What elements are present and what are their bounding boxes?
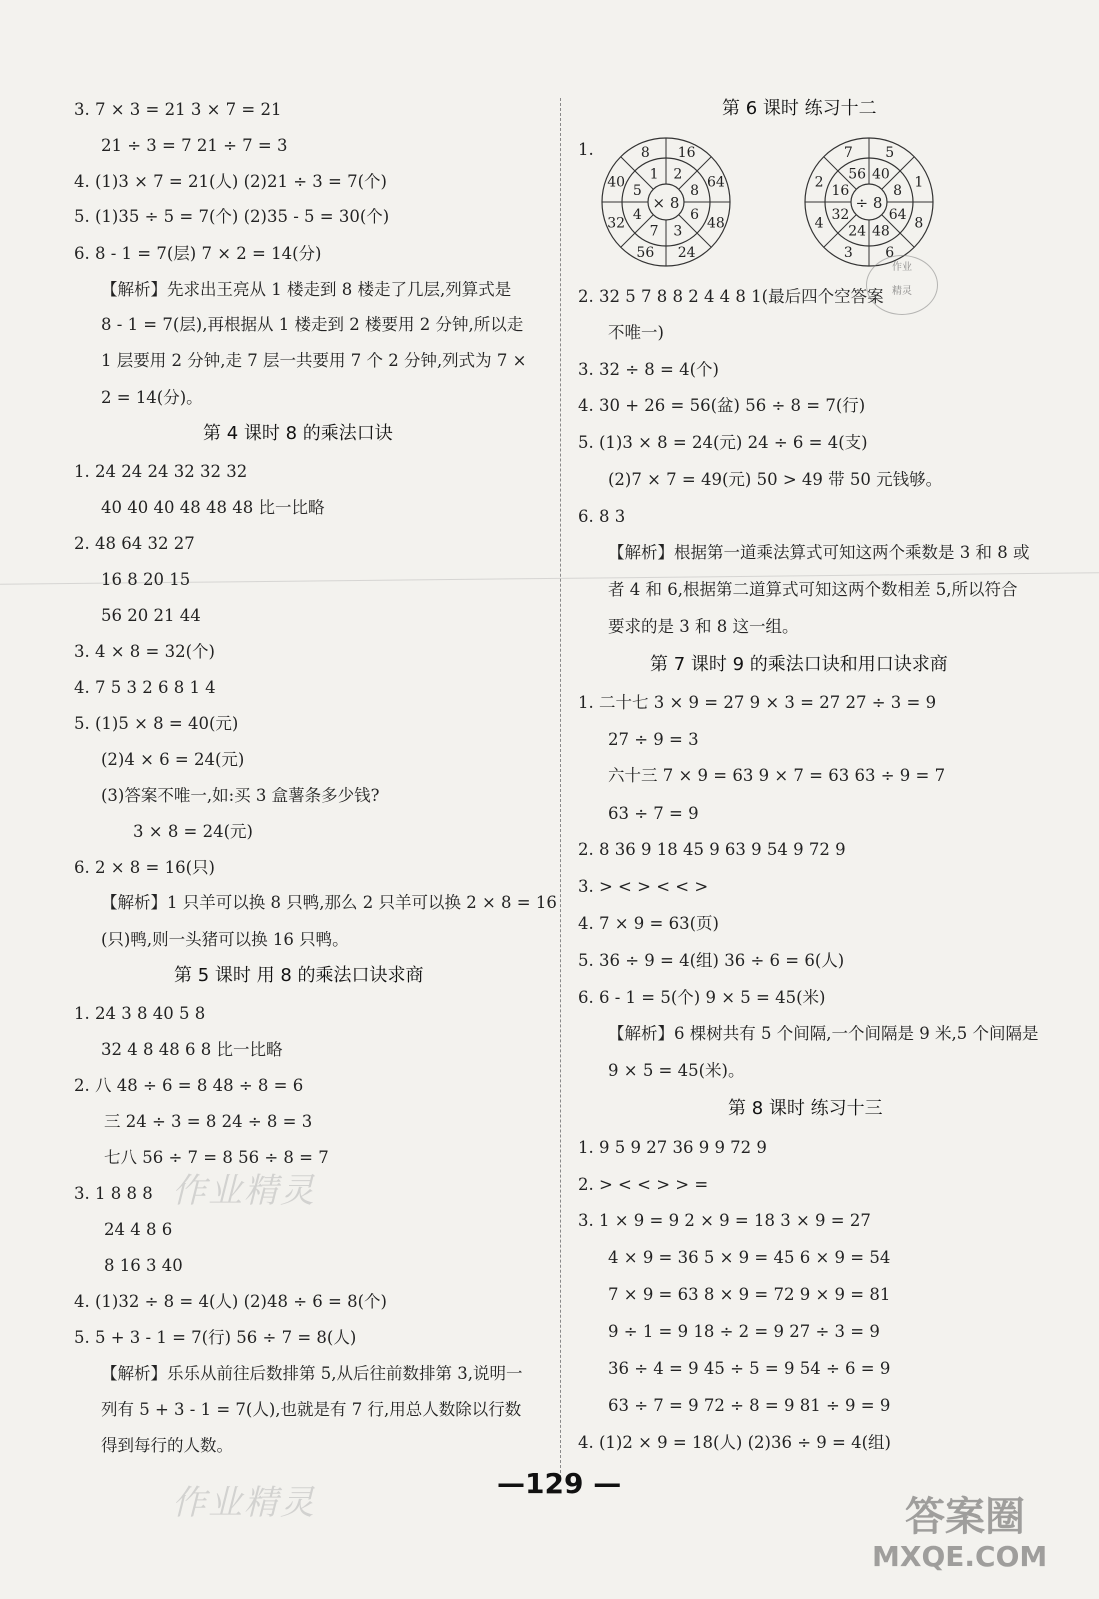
answer-line: 56 20 21 44 <box>101 606 201 625</box>
answer-line: 3. 1 8 8 8 <box>74 1184 153 1203</box>
answer-line: 4. 7 5 3 2 6 8 1 4 <box>74 678 216 697</box>
answer-line: 1. 24 3 8 40 5 8 <box>74 1004 206 1023</box>
explanation-line: 8 - 1 = 7(层),再根据从 1 楼走到 2 楼要用 2 分钟,所以走 <box>101 315 524 334</box>
wheel-inner-number: 64 <box>888 206 907 223</box>
lesson-heading-8: 第 8 课时 练习十三 <box>728 1098 883 1119</box>
multiply-wheel <box>600 136 740 268</box>
answer-line: 4. (1)32 ÷ 8 = 4(人) (2)48 ÷ 6 = 8(个) <box>74 1292 387 1311</box>
answer-line: 63 ÷ 7 = 9 72 ÷ 8 = 9 81 ÷ 9 = 9 <box>608 1396 891 1415</box>
answer-line: 5. (1)5 × 8 = 40(元) <box>74 714 239 733</box>
wheel-outer-number: 5 <box>885 145 895 162</box>
wheel-inner-number: 40 <box>871 166 890 183</box>
answer-line: 9 ÷ 1 = 9 18 ÷ 2 = 9 27 ÷ 3 = 9 <box>608 1322 880 1341</box>
answer-line: (2)4 × 6 = 24(元) <box>101 750 245 769</box>
wheel-inner-number: 4 <box>632 206 642 223</box>
answer-line: 三 24 ÷ 3 = 8 24 ÷ 8 = 3 <box>104 1112 313 1131</box>
wheel-inner-number: 24 <box>848 223 867 240</box>
answer-line: 5. (1)3 × 8 = 24(元) 24 ÷ 6 = 4(支) <box>578 433 868 452</box>
answer-line: 4. (1)2 × 9 = 18(人) (2)36 ÷ 9 = 4(组) <box>578 1433 891 1452</box>
answer-line: 63 ÷ 7 = 9 <box>608 804 699 823</box>
answer-line: 5. 36 ÷ 9 = 4(组) 36 ÷ 6 = 6(人) <box>578 951 845 970</box>
explanation-line: 要求的是 3 和 8 这一组。 <box>608 617 799 636</box>
answer-line: 3 × 8 = 24(元) <box>133 822 253 841</box>
answer-line: 5. 5 + 3 - 1 = 7(行) 56 ÷ 7 = 8(人) <box>74 1328 357 1347</box>
wheel-inner-number: 56 <box>848 166 867 183</box>
wheel-inner-number: 8 <box>893 183 903 200</box>
watermark-text: 作业精灵 <box>172 1483 316 1523</box>
answer-line: 六十三 7 × 9 = 63 9 × 7 = 63 63 ÷ 9 = 7 <box>608 766 946 785</box>
explanation-line: 者 4 和 6,根据第二道算式可知这两个数相差 5,所以符合 <box>608 580 1018 599</box>
wheel-operator: × 8 <box>652 194 680 212</box>
answer-line: 2. > < < > > = <box>578 1175 709 1194</box>
wheel-outer-number: 8 <box>640 145 650 162</box>
answer-line: 1. <box>578 140 594 159</box>
answer-line: 32 4 8 48 6 8 比一比略 <box>101 1040 283 1059</box>
answer-line: 6. 6 - 1 = 5(个) 9 × 5 = 45(米) <box>578 988 826 1007</box>
answer-line: 3. 7 × 3 = 21 3 × 7 = 21 <box>74 100 282 119</box>
wheel-inner-number: 16 <box>831 183 850 200</box>
wheel-inner-number: 6 <box>690 206 700 223</box>
wheel-inner-number: 5 <box>632 183 642 200</box>
answer-line: 4. 7 × 9 = 63(页) <box>578 914 719 933</box>
explanation-line: 【解析】根据第一道乘法算式可知这两个乘数是 3 和 8 或 <box>608 543 1030 562</box>
wheel-outer-number: 40 <box>607 174 626 191</box>
answer-line: 3. 1 × 9 = 9 2 × 9 = 18 3 × 9 = 27 <box>578 1211 871 1230</box>
answer-line: 3. 32 ÷ 8 = 4(个) <box>578 360 719 379</box>
answer-line: 2. 八 48 ÷ 6 = 8 48 ÷ 8 = 6 <box>74 1076 304 1095</box>
answer-line: 27 ÷ 9 = 3 <box>608 730 699 749</box>
wheel-outer-number: 24 <box>677 244 696 261</box>
answer-line: 1. 24 24 24 32 32 32 <box>74 462 248 481</box>
lesson-heading-4: 第 4 课时 8 的乘法口诀 <box>203 423 393 444</box>
answer-line: 不唯一) <box>608 323 664 342</box>
answer-line: (3)答案不唯一,如:买 3 盒薯条多少钱? <box>101 786 380 805</box>
answer-line: 1. 二十七 3 × 9 = 27 9 × 3 = 27 27 ÷ 3 = 9 <box>578 693 937 712</box>
explanation-line: 【解析】先求出王亮从 1 楼走到 8 楼走了几层,列算式是 <box>101 280 512 299</box>
answer-line: (2)7 × 7 = 49(元) 50 > 49 带 50 元钱够。 <box>608 470 943 489</box>
explanation-line: 列有 5 + 3 - 1 = 7(人),也就是有 7 行,用总人数除以行数 <box>101 1400 522 1419</box>
wheel-outer-number: 1 <box>914 174 924 191</box>
watermark-stamp: 作业 精灵 <box>866 255 938 315</box>
wheel-inner-number: 7 <box>649 223 659 240</box>
wheel-operator: ÷ 8 <box>855 194 883 212</box>
wheel-outer-number: 8 <box>914 215 924 232</box>
explanation-line: 9 × 5 = 45(米)。 <box>608 1061 745 1080</box>
wheel-outer-number: 7 <box>843 145 853 162</box>
wheel-inner-number: 1 <box>649 166 659 183</box>
wheel-inner-number: 32 <box>831 206 850 223</box>
explanation-line: 2 = 14(分)。 <box>101 388 203 407</box>
watermark-logo: 答案圈 <box>905 1494 1025 1540</box>
lesson-heading-5: 第 5 课时 用 8 的乘法口诀求商 <box>174 965 424 986</box>
wheel-outer-number: 32 <box>607 215 626 232</box>
column-divider <box>560 98 561 1478</box>
answer-line: 七八 56 ÷ 7 = 8 56 ÷ 8 = 7 <box>104 1148 329 1167</box>
explanation-line: 【解析】6 棵树共有 5 个间隔,一个间隔是 9 米,5 个间隔是 <box>608 1024 1039 1043</box>
wheel-outer-number: 64 <box>706 174 725 191</box>
wheel-outer-number: 4 <box>814 215 824 232</box>
answer-line: 6. 8 3 <box>578 507 626 526</box>
wheel-outer-number: 56 <box>636 244 655 261</box>
lesson-heading-7: 第 7 课时 9 的乘法口诀和用口诀求商 <box>650 654 948 675</box>
wheel-outer-number: 6 <box>885 244 895 261</box>
wheel-inner-number: 48 <box>871 223 890 240</box>
explanation-line: 【解析】乐乐从前往后数排第 5,从后往前数排第 3,说明一 <box>101 1364 523 1383</box>
watermark-url: MXQE.COM <box>872 1540 1048 1573</box>
answer-line: 3. 4 × 8 = 32(个) <box>74 642 215 661</box>
wheel-outer-number: 48 <box>706 215 725 232</box>
answer-line: 4 × 9 = 36 5 × 9 = 45 6 × 9 = 54 <box>608 1248 891 1267</box>
answer-line: 36 ÷ 4 = 9 45 ÷ 5 = 9 54 ÷ 6 = 9 <box>608 1359 891 1378</box>
answer-line: 4. (1)3 × 7 = 21(人) (2)21 ÷ 3 = 7(个) <box>74 172 387 191</box>
watermark-text: 作业精灵 <box>172 1171 316 1211</box>
wheel-outer-number: 16 <box>677 145 696 162</box>
wheel-inner-number: 3 <box>673 223 683 240</box>
answer-line: 2. 8 36 9 18 45 9 63 9 54 9 72 9 <box>578 840 846 859</box>
wheel-outer-number: 2 <box>814 174 824 191</box>
answer-line: 3. > < > < < > <box>578 877 709 896</box>
answer-line: 2. 48 64 32 27 <box>74 534 195 553</box>
answer-line: 1. 9 5 9 27 36 9 9 72 9 <box>578 1138 767 1157</box>
answer-line: 7 × 9 = 63 8 × 9 = 72 9 × 9 = 81 <box>608 1285 891 1304</box>
answer-line: 8 16 3 40 <box>104 1256 183 1275</box>
wheel-inner-number: 2 <box>673 166 683 183</box>
explanation-line: (只)鸭,则一头猪可以换 16 只鸭。 <box>101 930 349 949</box>
answer-line: 5. (1)35 ÷ 5 = 7(个) (2)35 - 5 = 30(个) <box>74 207 390 226</box>
answer-line: 6. 2 × 8 = 16(只) <box>74 858 215 877</box>
wheel-inner-number: 8 <box>690 183 700 200</box>
answer-line: 6. 8 - 1 = 7(层) 7 × 2 = 14(分) <box>74 244 322 263</box>
page-number: —129 — <box>497 1467 622 1500</box>
answer-line: 2. 32 5 7 8 8 2 4 4 8 1(最后四个空答案 <box>578 287 884 306</box>
explanation-line: 1 层要用 2 分钟,走 7 层一共要用 7 个 2 分钟,列式为 7 × <box>101 351 527 370</box>
answer-line: 24 4 8 6 <box>104 1220 173 1239</box>
lesson-heading-6: 第 6 课时 练习十二 <box>722 98 877 119</box>
divide-wheel <box>803 136 943 268</box>
explanation-line: 得到每行的人数。 <box>101 1436 233 1455</box>
answer-line: 40 40 40 48 48 48 比一比略 <box>101 498 325 517</box>
answer-line: 4. 30 + 26 = 56(盆) 56 ÷ 8 = 7(行) <box>578 396 866 415</box>
wheel-outer-number: 3 <box>843 244 853 261</box>
explanation-line: 【解析】1 只羊可以换 8 只鸭,那么 2 只羊可以换 2 × 8 = 16 <box>101 893 557 912</box>
answer-line: 21 ÷ 3 = 7 21 ÷ 7 = 3 <box>101 136 288 155</box>
answer-line: 16 8 20 15 <box>101 570 191 589</box>
